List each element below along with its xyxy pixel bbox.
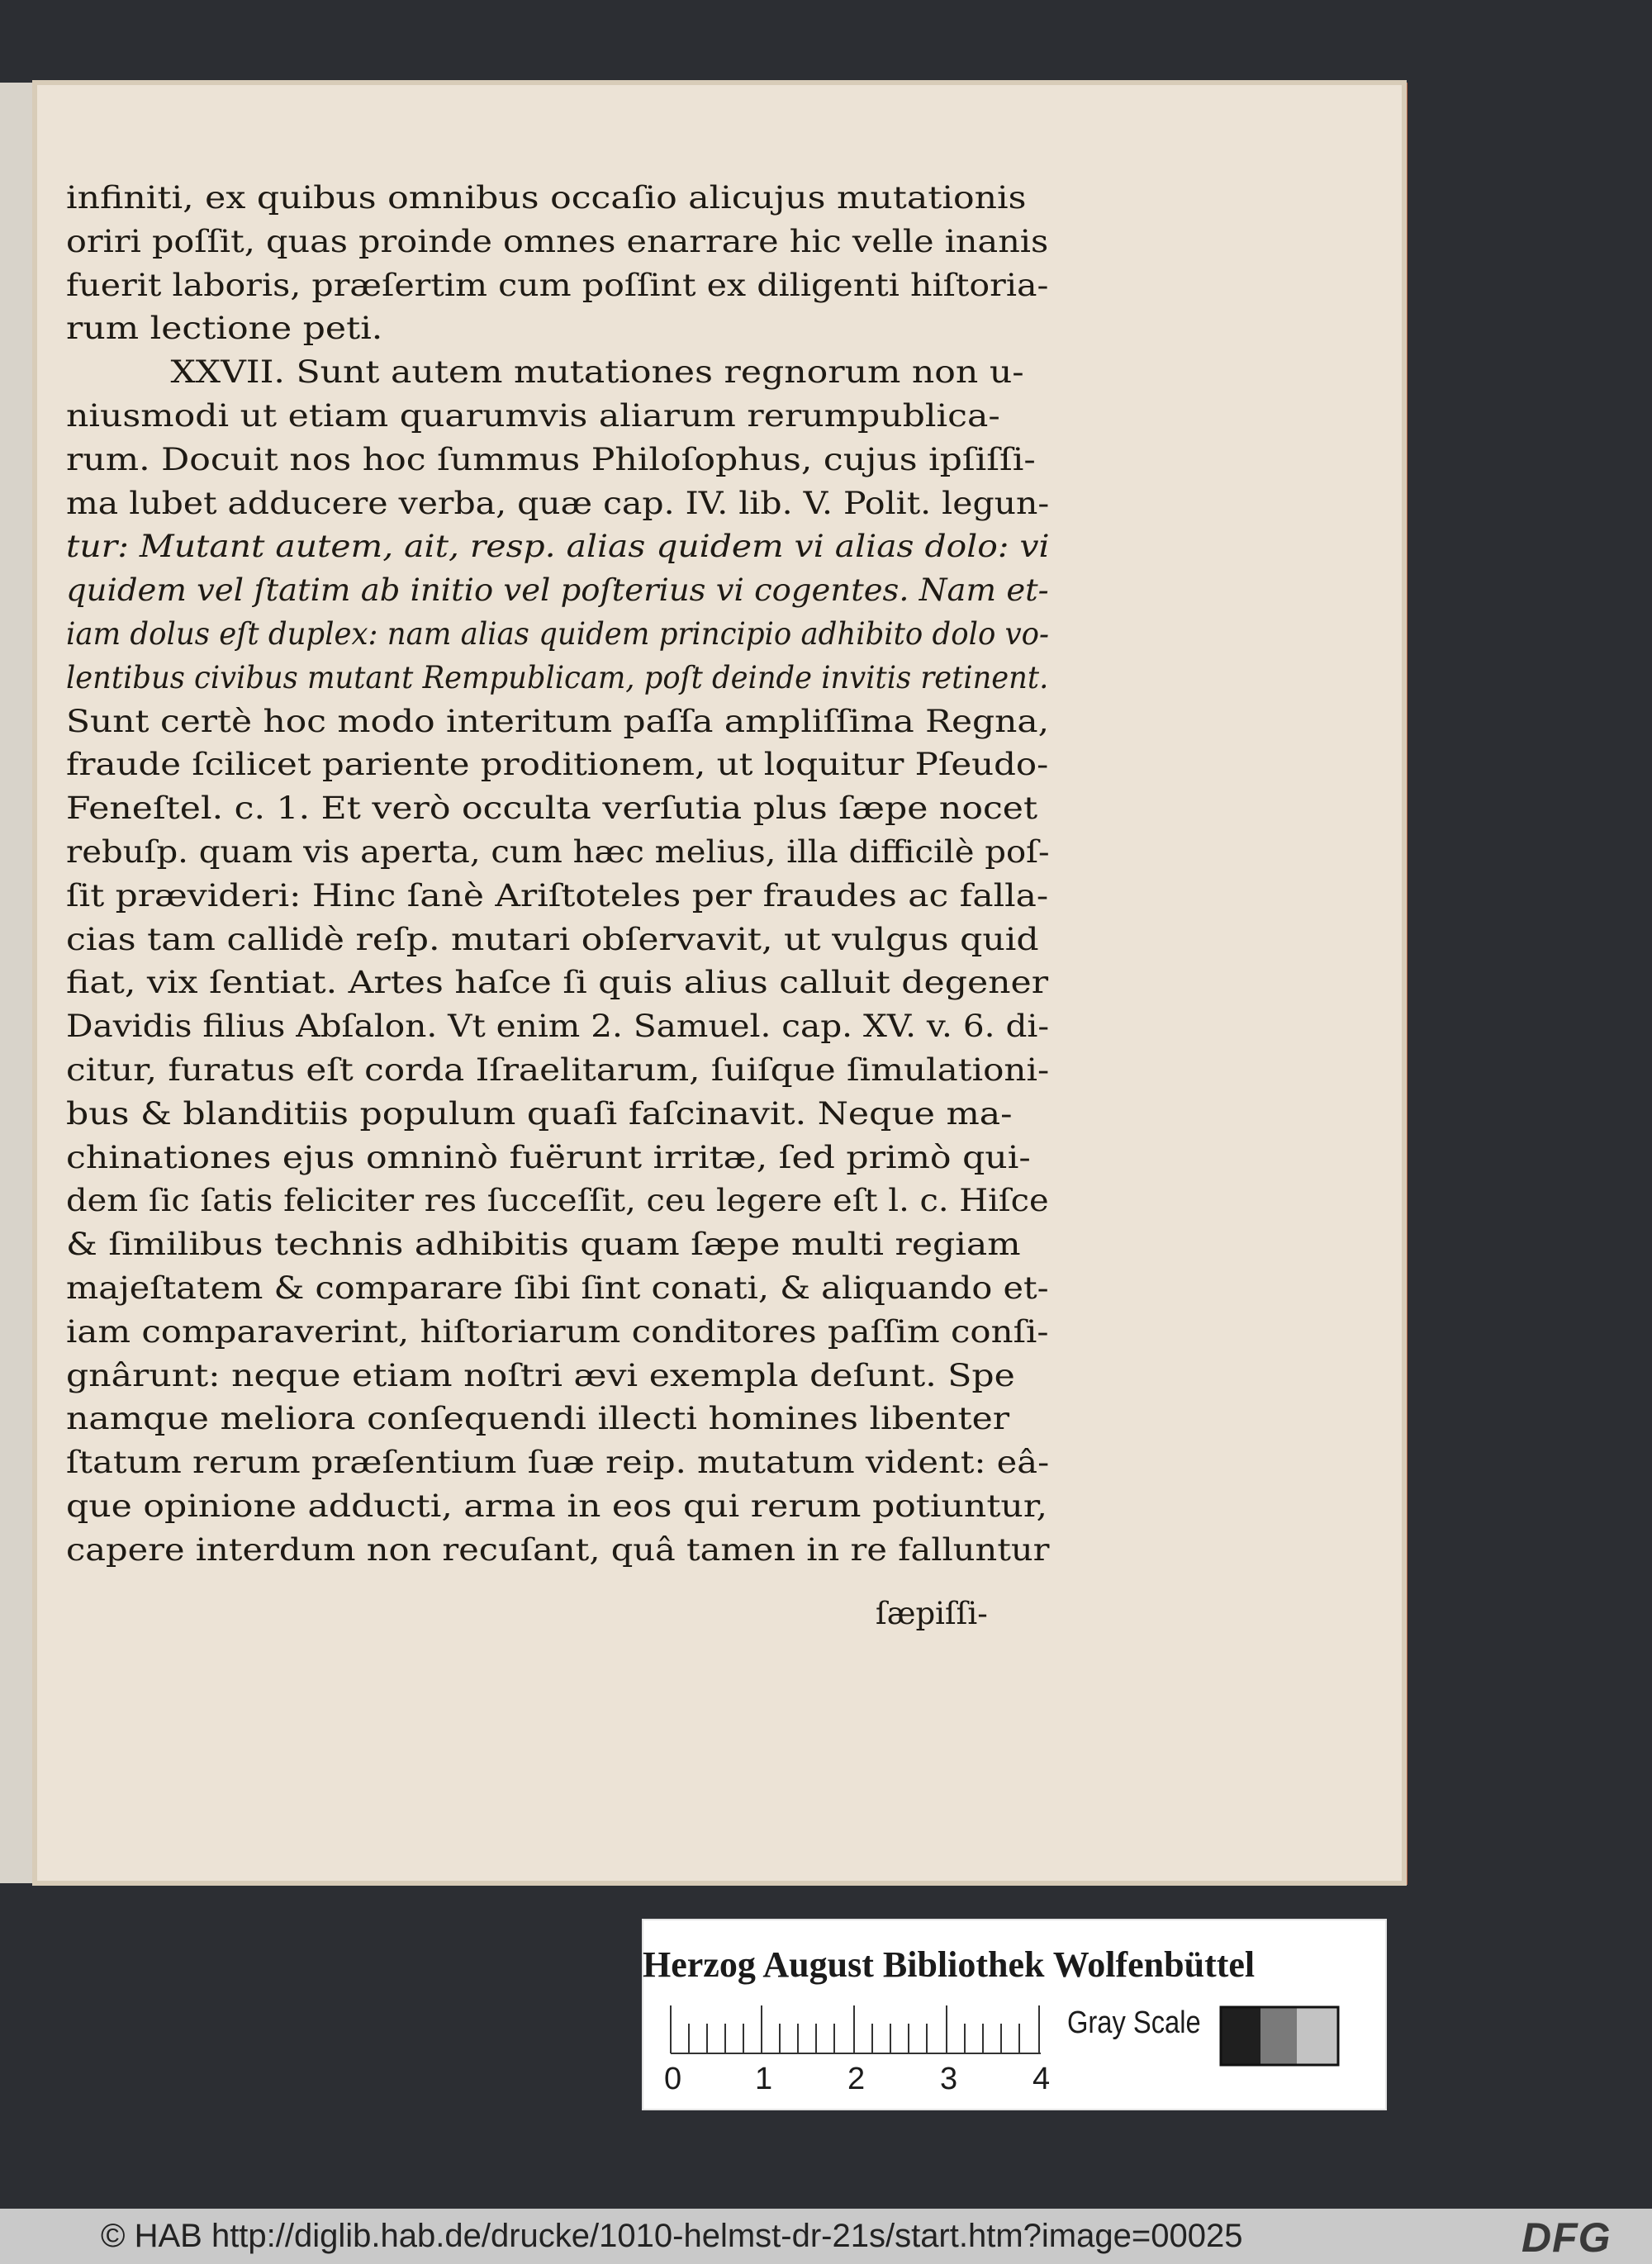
- text-line: Feneſtel. c. 1. Et verò occulta verſutia plus ſæpe nocet: [66, 790, 1038, 827]
- ruler-label: 2: [847, 2062, 866, 2096]
- text-line: oriri poſſit, quas proinde omnes enarrare hic velle inanis: [66, 223, 1049, 259]
- text-line: & ſimilibus technis adhibitis quam ſæpe multi regiam: [66, 1227, 1021, 1263]
- text-line: namque meliora conſequendi illecti homines libenter: [66, 1401, 1010, 1437]
- text-line: rum lectione peti.: [66, 311, 383, 347]
- text-line: dem ſic ſatis feliciter res ſucceſſit, ceu legere eſt l. c. Hiſce: [66, 1183, 1049, 1219]
- dfg-logo: DFG: [1521, 2214, 1612, 2261]
- text-line: ſit prævideri: Hinc ſanè Ariſtoteles per fraudes ac falla-: [66, 877, 1049, 914]
- text-line: iam dolus eſt duplex: nam alias quidem principio adhibito dolo vo-: [66, 615, 1050, 652]
- text-line: gnârunt: neque etiam noſtri ævi exempla deſunt. Spe: [66, 1357, 1015, 1393]
- text-line: majeſtatem & comparare ſibi ſint conati, & aliquando et-: [66, 1270, 1049, 1306]
- text-line: bus & blanditiis populum quaſi faſcinavit. Neque ma-: [66, 1095, 1013, 1132]
- text-line: cias tam callidè reſp. mutari obſervavit, ut vulgus quid: [66, 921, 1039, 957]
- page-text: [66, 177, 1049, 1573]
- text-line: Davidis filius Abſalon. Vt enim 2. Samuel. cap. XV. v. 6. di-: [66, 1009, 1050, 1045]
- text-line: niusmodi ut etiam quarumvis aliarum rerumpublica-: [66, 397, 1000, 434]
- text-line: XXVII. Sunt autem mutationes regnorum non u-: [170, 354, 1024, 391]
- ruler-label: 4: [1032, 2062, 1051, 2096]
- footer-url[interactable]: © HAB http://diglib.hab.de/drucke/1010-helmst-dr-21s/start.htm?image=00025: [101, 2218, 1243, 2254]
- text-line: ma lubet adducere verba, quæ cap. IV. lib. V. Polit. legun-: [66, 485, 1050, 521]
- text-line: Sunt certè hoc modo interitum paſſa ampliſſima Regna,: [66, 703, 1050, 739]
- text-line: fraude ſcilicet pariente proditionem, ut loquitur Pſeudo-: [66, 747, 1049, 783]
- text-line: rum. Docuit nos hoc ſummus Philoſophus, cujus ipſiſſi-: [66, 441, 1036, 477]
- text-line: iam comparaverint, hiſtoriarum conditores paſſim conſi-: [66, 1313, 1049, 1350]
- text-line: capere interdum non recuſant, quâ tamen in re falluntur: [66, 1531, 1050, 1568]
- text-line: fiat, vix ſentiat. Artes haſce ſi quis alius calluit degener: [66, 965, 1049, 1001]
- text-line: ſtatum rerum præſentium ſuæ reip. mutatum vident: eâ-: [66, 1445, 1050, 1481]
- text-line: tur: Mutant autem, ait, resp. alias quidem vi alias dolo: vi: [66, 529, 1050, 565]
- gray-scale-swatches: [1221, 2007, 1338, 2065]
- text-line: citur, furatus eſt corda Iſraelitarum, ſuiſque ſimulationi-: [66, 1051, 1050, 1088]
- text-line: lentibus civibus mutant Rempublicam, poſt deinde invitis retinent.: [66, 659, 1049, 695]
- catchword: ſæpiſſi-: [876, 1596, 988, 1631]
- ruler-label: 0: [664, 2062, 682, 2096]
- text-line: que opinione adducti, arma in eos qui rerum potiuntur,: [66, 1488, 1048, 1524]
- text-line: infiniti, ex quibus omnibus occaſio alicujus mutationis: [66, 180, 1027, 216]
- ruler-label: 1: [755, 2062, 773, 2096]
- text-line: rebuſp. quam vis aperta, cum hæc melius, illa difficilè poſ-: [66, 833, 1050, 870]
- color-card-title: Herzog August Bibliothek Wolfenbüttel: [643, 1944, 1256, 1985]
- text-line: fuerit laboris, præſertim cum poſſint ex diligenti hiſtoria-: [66, 267, 1049, 303]
- ruler-label: 3: [940, 2062, 958, 2096]
- text-line: chinationes ejus omninò fuërunt irritæ, ſed primò qui-: [66, 1139, 1031, 1175]
- text-line: quidem vel ſtatim ab initio vel poſterius vi cogentes. Nam et-: [66, 572, 1049, 609]
- gray-scale-label: Gray Scale: [1067, 2005, 1201, 2040]
